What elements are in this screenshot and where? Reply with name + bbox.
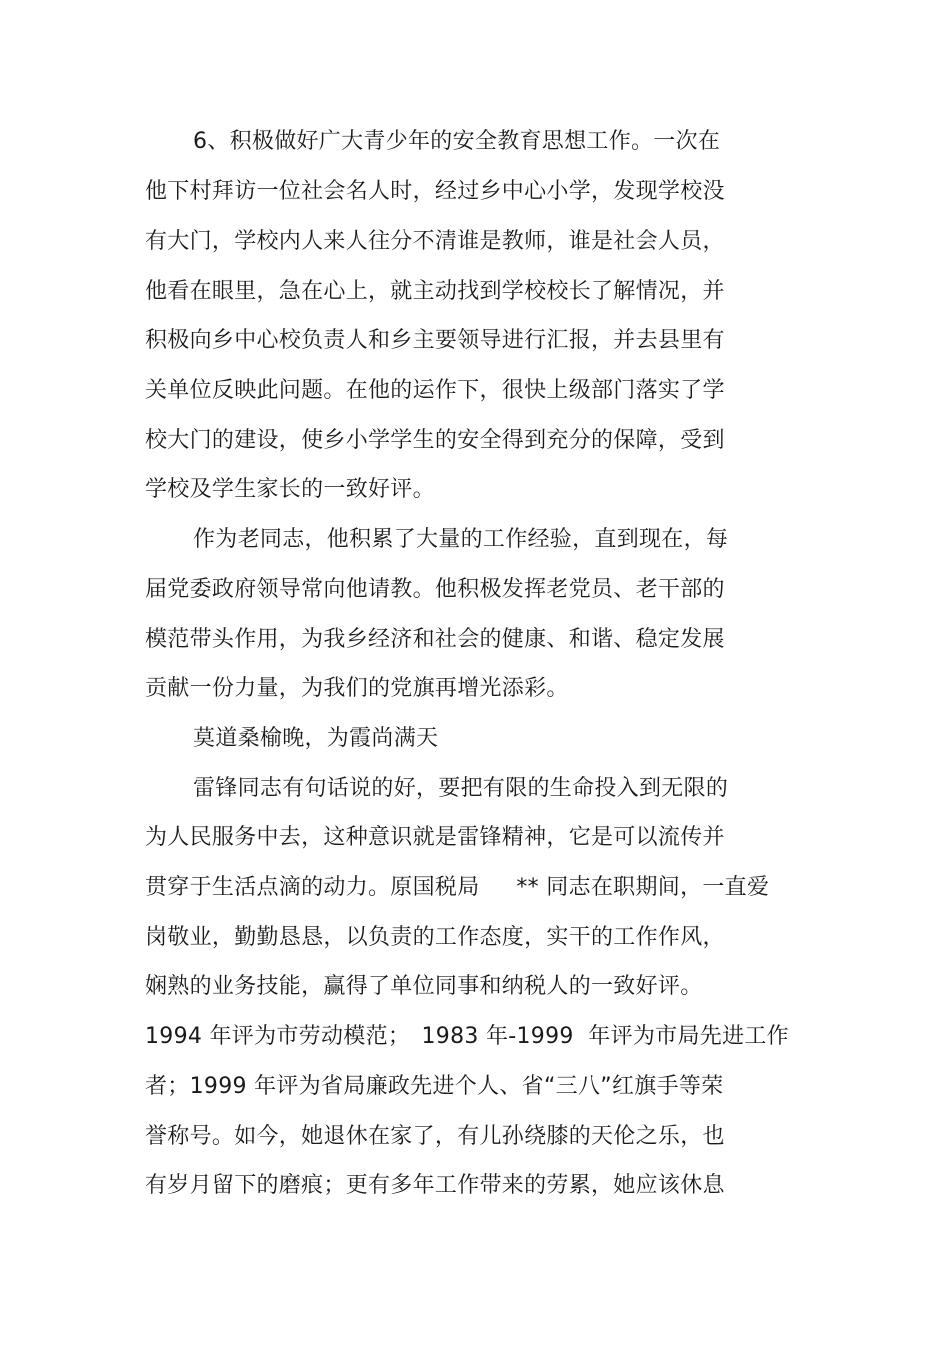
text-line: 有岁月留下的磨痕；更有多年工作带来的劳累，她应该休息 [145, 1173, 725, 1198]
text-line: 届党委政府领导常向他请教。他积极发挥老党员、老干部的 [145, 577, 725, 602]
text-line: 者；1999 年评为省局廉政先进个人、省“三八”红旗手等荣 [145, 1074, 724, 1099]
text-line: 有大门，学校内人来人往分不清谁是教师，谁是社会人员， [145, 229, 725, 254]
text-line: 积极向乡中心校负责人和乡主要领导进行汇报，并去县里有 [145, 328, 725, 353]
text-line: 6、积极做好广大青少年的安全教育思想工作。一次在 [193, 129, 721, 154]
section-heading: 莫道桑榆晚，为霞尚满天 [193, 726, 439, 751]
text-line: 他下村拜访一位社会名人时，经过乡中心小学，发现学校没 [145, 179, 725, 204]
text-line: 作为老同志，他积累了大量的工作经验，直到现在，每 [193, 527, 729, 552]
text-line: 校大门的建设，使乡小学学生的安全得到充分的保障，受到 [145, 428, 725, 453]
text-line: 为人民服务中去，这种意识就是雷锋精神，它是可以流传并 [145, 825, 725, 850]
text-line: 模范带头作用，为我乡经济和社会的健康、和谐、稳定发展 [145, 627, 725, 652]
text-line: 岗敬业，勤勤恳恳，以负责的工作态度，实干的工作作风， [145, 925, 725, 950]
text-line: 关单位反映此问题。在他的运作下，很快上级部门落实了学 [145, 378, 725, 403]
text-line: 1994 年评为市劳动模范； 1983 年-1999 年评为市局先进工作 [145, 1024, 789, 1049]
text-line: 学校及学生家长的一致好评。 [145, 477, 435, 502]
text-line: 贡献一份力量，为我们的党旗再增光添彩。 [145, 676, 569, 701]
text-line: 誉称号。如今，她退休在家了，有儿孙绕膝的天伦之乐，也 [145, 1124, 725, 1149]
text-line: 贯穿于生活点滴的动力。原国税局 ** 同志在职期间，一直爱 [145, 875, 770, 900]
text-line: 雷锋同志有句话说的好，要把有限的生命投入到无限的 [193, 776, 729, 801]
text-line: 他看在眼里，急在心上，就主动找到学校校长了解情况，并 [145, 279, 725, 304]
text-line: 娴熟的业务技能，赢得了单位同事和纳税人的一致好评。 [145, 974, 703, 999]
